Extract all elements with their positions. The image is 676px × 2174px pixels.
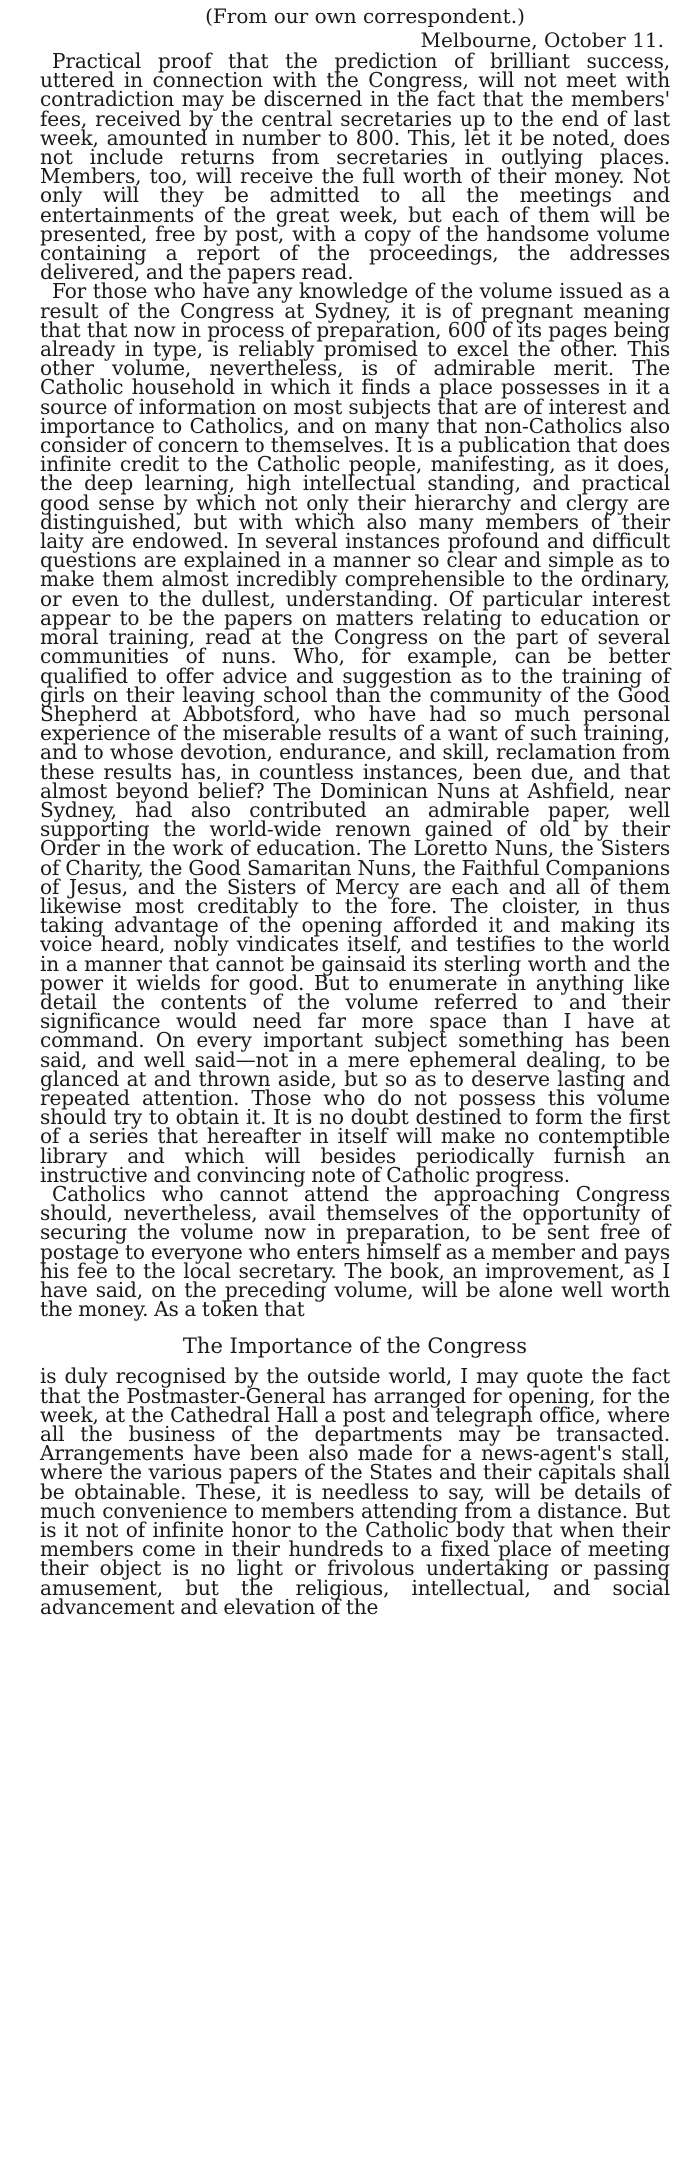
article-dateline: Melbourne, October 11. xyxy=(420,28,664,52)
section-subheading: The Importance of the Congress xyxy=(182,1334,528,1359)
closing-paragraph: is duly recognised by the outside world, I may quote the fact that the Postmaster-General has arranged for opening, for the week, at the Cathedral Hall a post and telegraph office, where all the business of the departments may be transacted. Arrangements have been also made for a news-agent's stall, where the various papers of the States and their capitals shall be obtainable. These, it is needless to say, will be details of much convenience to members attending from a distance. But is it not of infinite honor to the Catholic body that when their members come in their hundreds to a fixed place of meeting their object is no light or frivolous undertaking or passing amusement, but the religious, intellectual, and social advancement and elevation of the xyxy=(40,1364,670,1619)
article-column xyxy=(40,4,670,1617)
article-byline: (From our own correspondent.) xyxy=(205,4,525,28)
paragraph-2: For those who have any knowledge of the volume issued as a result of the Congress at Sydney, it is of pregnant meaning that that now in process of preparation, 600 of its pages being already in type, is reliably promised to excel the other. This other volume, nevertheless, is of admirable merit. The Catholic household in which it finds a place possesses in it a source of information on most subjects that are of interest and importance to Catholics, and on many that non-Catholics also consider of concern to themselves. It is a publication that does infinite credit to the Catholic people, manifesting, as it does, the deep learning, high intellectual standing, and practical good sense by which not only their hierarchy and clergy are distinguished, but with which also many members of their laity are endowed. In several instances profound and difficult questions are explained in a manner so clear and simple as to make them almost incredibly comprehensible to the ordinary, or even to the dullest, understanding. Of particular interest appear to be the papers on matters relating to education or moral training, read at the Congress on the part of several communities of nuns. Who, for example, can be better qualified to offer advice and suggestion as to the training of girls on their leaving school than the community of the Good Shepherd at Abbotsford, who have had so much personal experience of the miserable results of a want of such training, and to whose devotion, endurance, and skill, reclamation from these results has, in countless instances, been due, and that almost beyond belief? The Dominican Nuns at Ashfield, near Sydney, had also contributed an admirable paper, well supporting the world-wide renown gained of old by their Order in the work of education. The Loretto Nuns, the Sisters of Charity, the Good Samaritan Nuns, the Faithful Companions of Jesus, and the Sisters of Mercy are each and all of them likewise most creditably to the fore. The cloister, in thus taking advantage of the opening afforded it and making its voice heard, nobly vindicates itself, and testifies to the world in a manner that cannot be gainsaid its sterling worth and the power it wields for good. But to enumerate in anything like detail the contents of the volume referred to and their significance would need far more space than I have at command. On every important subject something has been said, and well said—not in a mere ephemeral dealing, to be glanced at and thrown aside, but so as to deserve lasting and repeated attention. Those who do not possess this volume should try to obtain it. It is no doubt destined to form the first of a series that hereafter in itself will make no contemptible library and which will besides periodically furnish an instructive and convincing note of Catholic progress. xyxy=(40,279,670,1187)
paragraph-3: Catholics who cannot attend the approaching Congress should, nevertheless, avail themselves of the opportunity of securing the volume now in preparation, to be sent free of postage to everyone who enters himself as a member and pays his fee to the local secretary. The book, an improvement, as I have said, on the preceding volume, will be alone well worth the money. As a token that xyxy=(40,1181,670,1322)
paragraph-1: Practical proof that the prediction of brilliant success, uttered in connection with the Congress, will not meet with contradiction may be discerned in the fact that the members' fees, received by the central secretaries up to the end of last week, amounted in number to 800. This, let it be noted, does not include returns from secretaries in outlying places. Members, too, will receive the full worth of their money. Not only will they be admitted to all the meetings and entertainments of the great week, but each of them will be presented, free by post, with a copy of the handsome volume containing a report of the proceedings, the addresses delivered, and the papers read. xyxy=(40,49,670,285)
